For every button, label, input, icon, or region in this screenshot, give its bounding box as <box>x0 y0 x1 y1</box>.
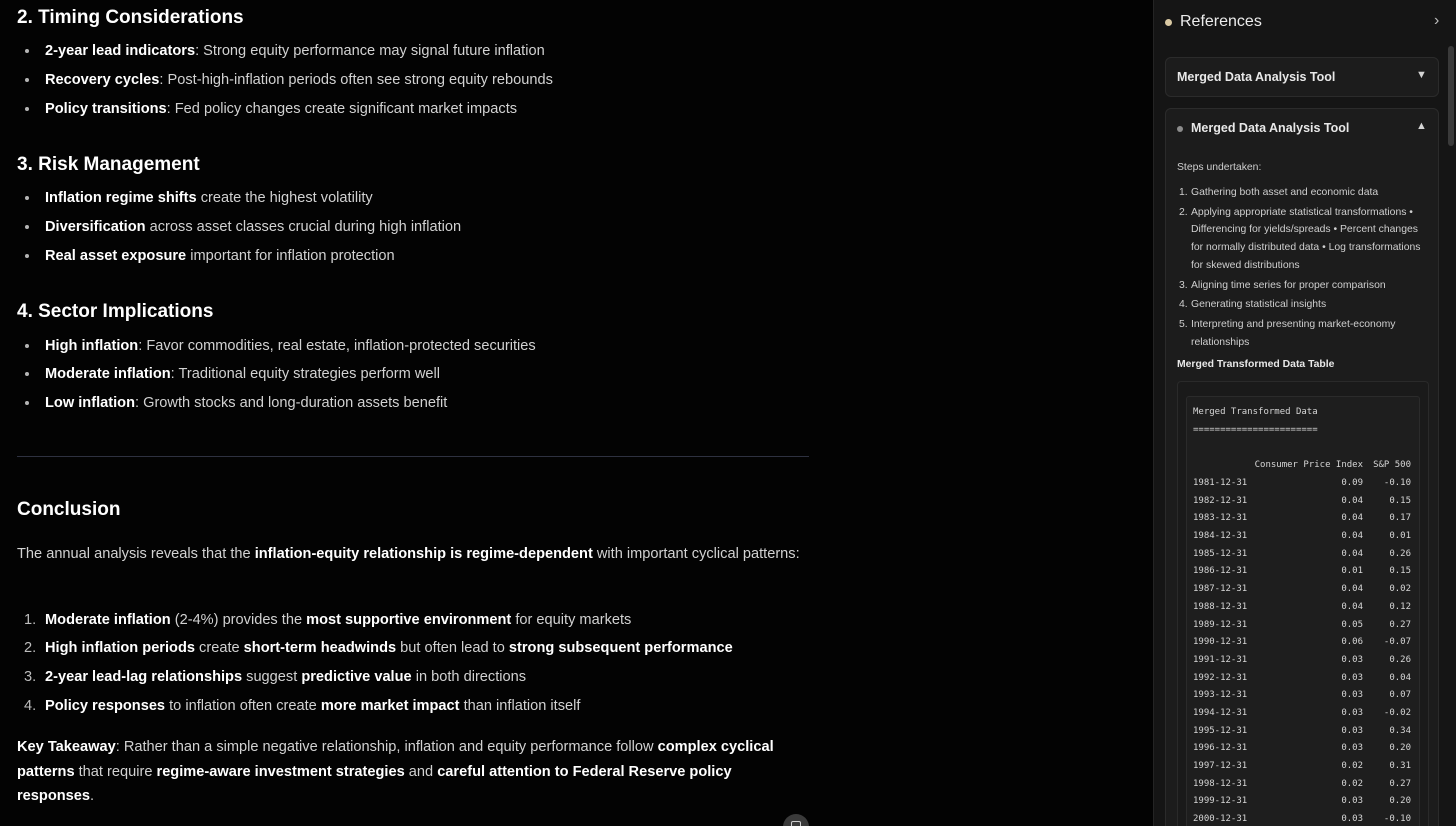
data-table-code-block <box>1186 396 1420 826</box>
item-text: : Post-high-inflation periods often see strong equity rebounds <box>159 72 553 88</box>
item-bold: Moderate inflation <box>45 612 171 628</box>
cpi-cell: 0.03 <box>1341 707 1363 718</box>
cpi-cell: 0.03 <box>1341 690 1363 701</box>
date-cell: 1985-12-31 <box>1193 548 1248 559</box>
table-row <box>1193 796 1411 814</box>
table-row <box>1193 496 1411 514</box>
table-header <box>1193 460 1411 472</box>
table-row <box>1193 531 1411 549</box>
date-cell: 1997-12-31 <box>1193 761 1248 771</box>
bullet-icon <box>25 401 29 405</box>
status-dot-icon <box>1165 19 1172 26</box>
cpi-cell: 0.02 <box>1341 761 1363 771</box>
date-cell: 1994-12-31 <box>1193 707 1248 718</box>
item-text: to inflation often create <box>165 698 321 714</box>
item-text: : Fed policy changes create significant market impacts <box>166 101 518 117</box>
date-cell: 1982-12-31 <box>1193 495 1248 506</box>
cpi-cell: 0.03 <box>1341 796 1363 807</box>
item-text: than inflation itself <box>459 698 581 714</box>
item-bold: predictive value <box>301 669 412 685</box>
item-text: : Traditional equity strategies perform well <box>170 366 440 382</box>
cpi-cell: 0.03 <box>1341 672 1363 683</box>
section-heading-timing: 2. Timing Considerations <box>17 7 244 28</box>
sp500-cell: 0.15 <box>1389 495 1411 506</box>
sp500-cell: -0.07 <box>1383 637 1411 648</box>
cpi-cell: 0.03 <box>1341 743 1363 754</box>
step-item <box>1177 204 1429 275</box>
item-bold: Diversification <box>45 219 146 235</box>
scrollbar-thumb[interactable] <box>1448 46 1454 146</box>
item-bold: Policy transitions <box>45 101 167 117</box>
step-text: Applying appropriate statistical transformations • Differencing for yields/spreads • Percent changes for normally distributed data • Log transformations for skewed distributions <box>1191 206 1421 271</box>
table-row <box>1193 584 1411 602</box>
bullet-icon <box>25 107 29 111</box>
sp500-cell: 0.01 <box>1389 531 1411 542</box>
sp500-cell: 0.12 <box>1389 601 1411 612</box>
sp500-cell: 0.31 <box>1389 761 1411 771</box>
table-row <box>1193 708 1411 726</box>
sp500-cell: 0.20 <box>1389 796 1411 807</box>
cpi-cell: 0.06 <box>1341 637 1363 648</box>
takeaway-text: : Rather than a simple negative relationship, inflation and equity performance follow <box>115 739 658 755</box>
list-number: 3. <box>24 669 37 685</box>
item-bold: more market impact <box>320 698 460 714</box>
cpi-cell: 0.04 <box>1341 548 1363 559</box>
item-text: create the highest volatility <box>196 190 373 206</box>
cpi-cell: 0.04 <box>1341 601 1363 612</box>
cpi-cell: 0.04 <box>1341 584 1363 595</box>
data-table-container[interactable] <box>1177 381 1429 826</box>
key-takeaway <box>17 735 809 809</box>
takeaway-text: that require <box>74 763 157 780</box>
sp500-cell: 0.26 <box>1389 654 1411 665</box>
cpi-cell: 0.04 <box>1341 531 1363 542</box>
takeaway-text: and <box>404 763 438 780</box>
item-text: : Growth stocks and long-duration assets benefit <box>134 395 448 411</box>
item-bold: strong subsequent performance <box>508 640 733 656</box>
cpi-cell: 0.01 <box>1341 566 1363 577</box>
item-text: across asset classes crucial during high inflation <box>145 219 462 235</box>
step-item <box>1177 296 1429 314</box>
table-label: Merged Transformed Data Table <box>1177 359 1335 370</box>
table-row <box>1193 620 1411 638</box>
item-bold: 2-year lead-lag relationships <box>45 669 243 685</box>
date-cell: 1987-12-31 <box>1193 584 1248 595</box>
bullet-icon <box>25 78 29 82</box>
sp500-cell: 0.27 <box>1389 619 1411 630</box>
tool-accordion-collapsed[interactable] <box>1165 57 1439 97</box>
item-bold: most supportive environment <box>306 612 512 628</box>
table-title: Merged Transformed Data <box>1193 407 1318 417</box>
date-cell: 1983-12-31 <box>1193 513 1248 524</box>
table-row <box>1193 673 1411 691</box>
table-row <box>1193 478 1411 496</box>
item-bold: High inflation <box>45 338 139 354</box>
steps-label: Steps undertaken: <box>1177 162 1262 173</box>
table-row <box>1193 566 1411 584</box>
bullet-icon <box>25 196 29 200</box>
article-content <box>17 0 809 826</box>
table-row <box>1193 549 1411 567</box>
date-cell: 1989-12-31 <box>1193 619 1248 630</box>
item-text: : Favor commodities, real estate, inflation-protected securities <box>138 338 536 354</box>
column-header: Consumer Price Index <box>1254 460 1363 470</box>
status-dot-icon <box>1177 126 1183 132</box>
item-text: : Strong equity performance may signal future inflation <box>195 43 545 59</box>
cpi-cell: 0.09 <box>1341 478 1363 488</box>
sp500-cell: 0.34 <box>1389 725 1411 736</box>
item-text: suggest <box>242 669 302 685</box>
cpi-cell: 0.03 <box>1341 725 1363 736</box>
bullet-icon <box>25 344 29 348</box>
table-row <box>1193 814 1411 826</box>
chevron-right-icon[interactable]: › <box>1434 12 1440 29</box>
cpi-cell: 0.04 <box>1341 495 1363 506</box>
bullet-icon <box>25 49 29 53</box>
item-bold: Low inflation <box>45 395 135 411</box>
item-text: important for inflation protection <box>186 248 395 264</box>
date-cell: 1991-12-31 <box>1193 654 1248 665</box>
table-rule: ======================= <box>1193 425 1318 435</box>
steps-list <box>1177 184 1429 353</box>
date-cell: 1999-12-31 <box>1193 796 1248 807</box>
sp500-cell: 0.26 <box>1389 548 1411 559</box>
copy-button[interactable] <box>783 814 809 826</box>
step-text: Gathering both asset and economic data <box>1191 187 1379 198</box>
date-cell: 1992-12-31 <box>1193 672 1248 683</box>
conclusion-heading: Conclusion <box>17 499 121 520</box>
caret-down-icon[interactable]: ▼ <box>1416 69 1427 81</box>
intro-bold: inflation-equity relationship is regime-dependent <box>254 546 593 562</box>
step-item <box>1177 316 1429 351</box>
table-row <box>1193 602 1411 620</box>
cpi-cell: 0.02 <box>1341 778 1363 789</box>
takeaway-bold: regime-aware investment strategies <box>156 763 405 780</box>
table-row <box>1193 690 1411 708</box>
step-number: 3. <box>1179 279 1188 291</box>
intro-text: with important cyclical patterns: <box>592 546 800 562</box>
table-row <box>1193 743 1411 761</box>
item-text: but often lead to <box>396 640 509 656</box>
step-text: Generating statistical insights <box>1191 299 1327 311</box>
caret-up-icon[interactable]: ▲ <box>1416 120 1427 132</box>
sp500-cell: 0.02 <box>1389 584 1411 595</box>
bullet-icon <box>25 254 29 258</box>
item-bold: High inflation periods <box>45 640 195 656</box>
sp500-cell: 0.17 <box>1389 513 1411 524</box>
item-bold: Real asset exposure <box>45 248 187 264</box>
references-title: References <box>1180 13 1262 30</box>
date-cell: 1988-12-31 <box>1193 601 1248 612</box>
sp500-cell: 0.07 <box>1389 690 1411 701</box>
sp500-cell: -0.02 <box>1383 707 1411 718</box>
date-cell: 1995-12-31 <box>1193 725 1248 736</box>
step-item <box>1177 277 1429 295</box>
item-bold: Policy responses <box>45 698 166 714</box>
list-number: 1. <box>24 612 37 628</box>
date-cell: 1986-12-31 <box>1193 566 1248 577</box>
step-number: 1. <box>1179 187 1188 198</box>
cpi-cell: 0.05 <box>1341 619 1363 630</box>
bullet-icon <box>25 225 29 229</box>
sp500-cell: -0.10 <box>1383 814 1411 825</box>
table-body <box>1193 478 1411 826</box>
step-number: 2. <box>1179 206 1188 218</box>
item-bold: Moderate inflation <box>45 366 171 382</box>
step-number: 4. <box>1179 299 1188 311</box>
accordion-title[interactable]: Merged Data Analysis Tool <box>1191 121 1350 135</box>
section-heading-sector: 4. Sector Implications <box>17 301 214 322</box>
accordion-title: Merged Data Analysis Tool <box>1177 70 1336 84</box>
sp500-cell: -0.10 <box>1383 478 1411 488</box>
sp500-cell: 0.27 <box>1389 778 1411 789</box>
bullet-icon <box>25 372 29 376</box>
cpi-cell: 0.04 <box>1341 513 1363 524</box>
intro-text: The annual analysis reveals that the <box>17 546 255 562</box>
item-bold: short-term headwinds <box>243 640 397 656</box>
conclusion-intro <box>17 542 809 567</box>
takeaway-text: . <box>90 788 95 804</box>
references-header <box>1154 0 1456 44</box>
date-cell: 1996-12-31 <box>1193 743 1248 754</box>
date-cell: 1981-12-31 <box>1193 478 1248 488</box>
step-text: Interpreting and presenting market-economy relationships <box>1191 318 1396 348</box>
table-row <box>1193 513 1411 531</box>
date-cell: 1990-12-31 <box>1193 637 1248 648</box>
takeaway-bold: Key Takeaway <box>17 739 116 755</box>
scrollbar-track[interactable] <box>1447 44 1455 826</box>
item-bold: 2-year lead indicators <box>45 43 196 59</box>
date-cell: 2000-12-31 <box>1193 814 1248 825</box>
item-text: (2-4%) provides the <box>170 612 307 628</box>
table-row <box>1193 637 1411 655</box>
list-number: 4. <box>24 698 37 714</box>
tool-accordion-expanded <box>1165 108 1439 826</box>
item-text: for equity markets <box>511 612 632 628</box>
item-bold: Recovery cycles <box>45 72 160 88</box>
item-text: create <box>195 640 244 656</box>
table-row <box>1193 726 1411 744</box>
takeaway-bold: careful attention to Federal Reserve policy responses <box>17 763 732 804</box>
column-header: S&P 500 <box>1373 460 1411 470</box>
divider <box>17 456 809 457</box>
references-panel <box>1153 0 1456 826</box>
section-heading-risk: 3. Risk Management <box>17 154 200 175</box>
sp500-cell: 0.04 <box>1389 672 1411 683</box>
sp500-cell: 0.15 <box>1389 566 1411 577</box>
sp500-cell: 0.20 <box>1389 743 1411 754</box>
table-row <box>1193 655 1411 673</box>
item-bold: Inflation regime shifts <box>45 190 197 206</box>
cpi-cell: 0.03 <box>1341 654 1363 665</box>
step-item <box>1177 184 1429 202</box>
date-cell: 1993-12-31 <box>1193 690 1248 701</box>
step-text: Aligning time series for proper comparison <box>1191 279 1386 291</box>
date-cell: 1998-12-31 <box>1193 778 1248 789</box>
cpi-cell: 0.03 <box>1341 814 1363 825</box>
step-number: 5. <box>1179 318 1188 330</box>
table-row <box>1193 761 1411 779</box>
table-row <box>1193 779 1411 797</box>
date-cell: 1984-12-31 <box>1193 531 1248 542</box>
item-text: in both directions <box>411 669 527 685</box>
takeaway-bold: complex cyclical patterns <box>17 739 774 780</box>
list-number: 2. <box>24 640 37 656</box>
